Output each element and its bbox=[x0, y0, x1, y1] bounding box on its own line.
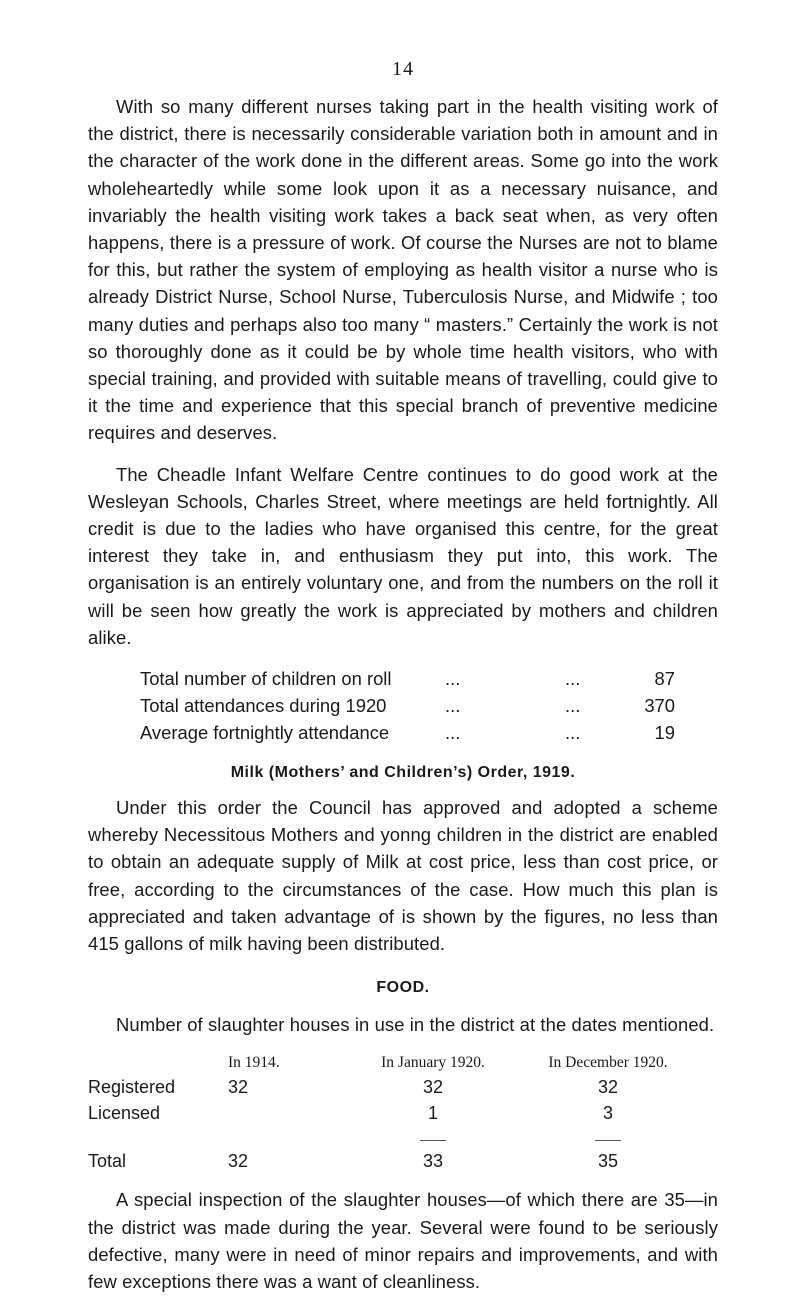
table-header-row bbox=[88, 1046, 698, 1072]
sum-rule-row bbox=[88, 1124, 698, 1146]
stat-leader-dots: ... bbox=[445, 668, 461, 690]
row-label: Total bbox=[88, 1151, 127, 1172]
page-number: 14 bbox=[392, 58, 414, 80]
paragraph-slaughter-intro: Number of slaughter houses in use in the district at the dates mentioned. bbox=[116, 1014, 715, 1036]
stat-label: Average fortnightly attendance bbox=[140, 722, 390, 744]
table-cell: 1 bbox=[427, 1103, 438, 1124]
stat-leader-dots: ... bbox=[565, 695, 581, 717]
table-cell: 32 bbox=[228, 1151, 249, 1172]
paragraph-nurses: With so many different nurses taking part in the health visiting work of the district, there is necessarily considerable variation both in amount and in the character of the work done in the different areas. Some go into the work wholeheartedly while some look upon it as a necessary nuisance, and invariably the health visiting work takes a back seat when, as very often happens, there is a pressure of work. Of course the Nurses are not to blame for this, but rather the system of employing as health visitor a nurse who is already District Nurse, School Nurse, Tuberculosis Nurse, and Midwife ; too many duties and perhaps also too many “ masters.” Certainly the work is not so thoroughly done as it could be by whole time health visitors, who with special training, and provided with suitable means of travelling, could give to it the time and experience that this special branch of preventive medicine requires and deserves. bbox=[88, 96, 718, 444]
document-page bbox=[88, 58, 718, 1295]
stat-label: Total attendances during 1920 bbox=[140, 695, 387, 717]
stat-leader-dots: ... bbox=[565, 668, 581, 690]
stat-leader-dots: ... bbox=[445, 695, 461, 717]
table-cell: 33 bbox=[422, 1151, 444, 1172]
slaughter-houses-table bbox=[88, 1046, 698, 1172]
attendance-stats bbox=[140, 665, 710, 746]
column-header: In 1914. bbox=[228, 1054, 280, 1072]
stat-value: 87 bbox=[654, 668, 675, 690]
table-cell: 32 bbox=[597, 1077, 619, 1098]
stat-row bbox=[140, 719, 710, 746]
table-cell: 32 bbox=[422, 1077, 444, 1098]
table-row bbox=[88, 1072, 698, 1098]
stat-leader-dots: ... bbox=[565, 722, 581, 744]
row-label: Licensed bbox=[88, 1103, 161, 1124]
column-header: In December 1920. bbox=[548, 1054, 668, 1072]
stat-leader-dots: ... bbox=[445, 722, 461, 744]
table-row bbox=[88, 1098, 698, 1124]
table-cell: 35 bbox=[597, 1151, 619, 1172]
stat-value: 19 bbox=[654, 722, 675, 744]
table-cell bbox=[228, 1098, 348, 1124]
paragraph-milk-order: Under this order the Council has approved and adopted a scheme whereby Necessitous Mothers and yonng children in the district are enabled to obtain an adequate supply of Milk at cost price, less than cost price, or free, according to the circumstances of the case. How much this plan is appreciated and taken advantage of is shown by the figures, no less than 415 gallons of milk having been distributed. bbox=[88, 797, 718, 955]
paragraph-inspection: A special inspection of the slaughter houses—of which there are 35—in the district was made during the year. Several were found to be seriously defective, many were in need of minor repairs and improvements, and with few exceptions there was a want of cleanliness. bbox=[88, 1189, 718, 1293]
sum-rule bbox=[420, 1140, 446, 1141]
food-heading: FOOD. bbox=[376, 979, 430, 997]
paragraph-welfare-centre: The Cheadle Infant Welfare Centre continues to do good work at the Wesleyan Schools, Charles Street, where meetings are held fortnightly. All credit is due to the ladies who have organised this centre, for the great interest they take in, and enthusiasm they put into, this work. The organisation is an entirely voluntary one, and from the numbers on the roll it will be seen how greatly the work is appreciated by mothers and children alike. bbox=[88, 463, 718, 648]
stat-value: 370 bbox=[644, 695, 675, 717]
sum-rule bbox=[595, 1140, 621, 1141]
row-label: Registered bbox=[88, 1077, 176, 1098]
column-header: In January 1920. bbox=[381, 1054, 485, 1072]
table-cell: 32 bbox=[228, 1077, 249, 1098]
stat-row bbox=[140, 692, 710, 719]
milk-order-heading: Milk (Mothers’ and Children’s) Order, 1919. bbox=[230, 764, 576, 782]
table-row bbox=[88, 1146, 698, 1172]
stat-label: Total number of children on roll bbox=[140, 668, 392, 690]
stat-row bbox=[140, 665, 710, 692]
table-cell: 3 bbox=[602, 1103, 613, 1124]
